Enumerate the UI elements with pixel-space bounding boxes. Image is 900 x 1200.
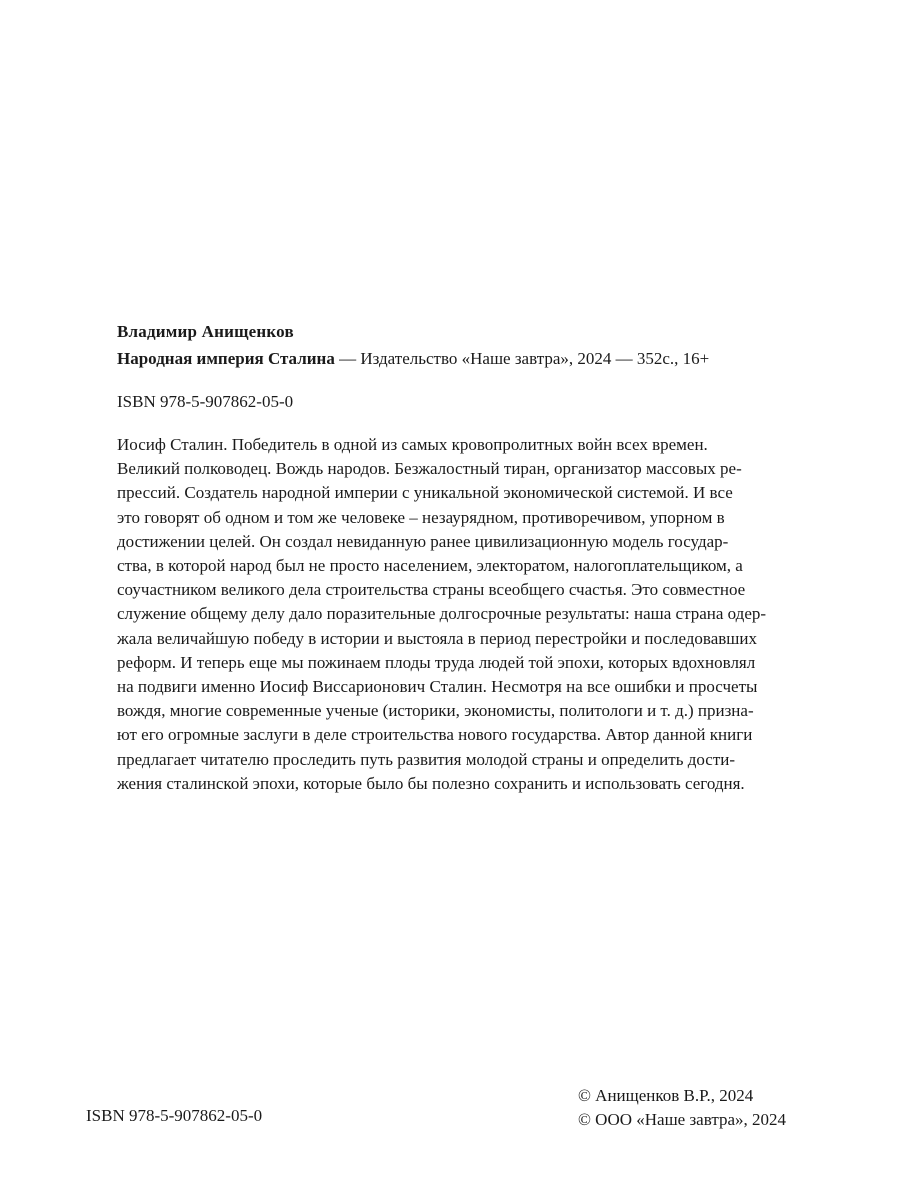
annotation-line: реформ. И теперь еще мы пожинаем плоды труда людей той эпохи, которых вдохновлял xyxy=(117,652,756,672)
isbn-top: ISBN 978-5-907862-05-0 xyxy=(117,392,294,411)
annotation-line: жения сталинской эпохи, которые было бы полезно сохранить и использовать сегодня. xyxy=(117,773,745,793)
annotation-line: вождя, многие современные ученые (историки, экономисты, политологи и т. д.) призна- xyxy=(117,701,754,721)
publication-info: — Издательство «Наше завтра», 2024 — 352с., 16+ xyxy=(334,349,710,368)
annotation-line: предлагает читателю проследить путь развития молодой страны и определить дости- xyxy=(117,749,736,769)
annotation-line: достижении целей. Он создал невиданную ранее цивилизационную модель государ- xyxy=(117,531,729,551)
annotation-line: прессий. Создатель народной империи с уникальной экономической системой. И все xyxy=(117,483,733,503)
bibliographic-line xyxy=(117,349,709,369)
annotation-line: ства, в которой народ был не просто населением, электоратом, налогоплательщиком, а xyxy=(117,556,743,576)
annotation-line: это говорят об одном и том же человеке – незаурядном, противоречивом, упорном в xyxy=(117,507,725,527)
annotation-line: ют его огромные заслуги в деле строительства нового государства. Автор данной книги xyxy=(117,725,753,745)
copyright-publisher: © ООО «Наше завтра», 2024 xyxy=(578,1110,787,1129)
book-title: Народная империя Сталина xyxy=(117,349,335,368)
annotation-line: соучастником великого дела строительства страны всеобщего счастья. Это совместное xyxy=(117,580,746,600)
annotation-line: Великий полководец. Вождь народов. Безжалостный тиран, организатор массовых ре- xyxy=(117,459,742,479)
annotation-line: на подвиги именно Иосиф Виссарионович Сталин. Несмотря на все ошибки и просчеты xyxy=(117,677,758,697)
annotation-line: Иосиф Сталин. Победитель в одной из самых кровопролитных войн всех времен. xyxy=(117,435,708,454)
isbn-bottom: ISBN 978-5-907862-05-0 xyxy=(86,1106,263,1125)
annotation-text xyxy=(117,433,823,796)
annotation-line: жала величайшую победу в истории и выстояла в период перестройки и последовавших xyxy=(117,628,757,648)
author-name: Владимир Анищенков xyxy=(117,322,294,341)
copyright-block xyxy=(578,1084,786,1132)
copyright-author: © Анищенков В.Р., 2024 xyxy=(578,1086,754,1105)
annotation-line: служение общему делу дало поразительные долгосрочные результаты: наша страна одер- xyxy=(117,604,767,624)
